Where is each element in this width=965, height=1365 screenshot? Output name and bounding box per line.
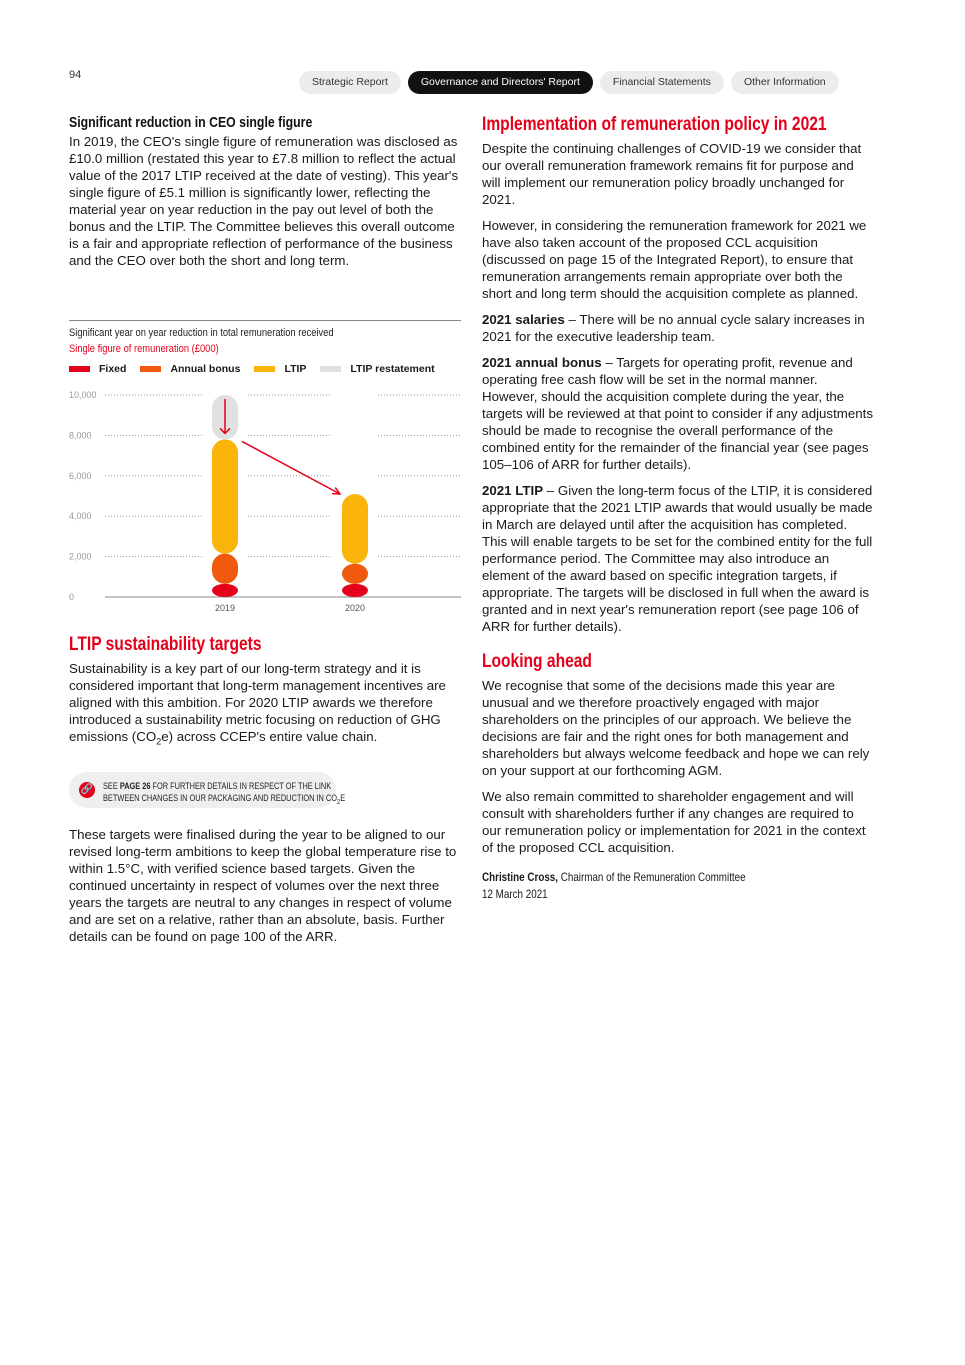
bar-segment-ltip <box>212 439 238 553</box>
remuneration-chart <box>69 320 461 621</box>
ltip-section <box>69 634 461 760</box>
annual-bonus-paragraph <box>482 354 874 473</box>
chart-subtitle: Single figure of remuneration (£000) <box>69 343 219 355</box>
signatory-name: Christine Cross, <box>482 870 559 884</box>
y-tick-label: 8,000 <box>69 430 92 441</box>
left-column <box>69 114 461 278</box>
legend-label-ltip-restatement: LTIP restatement <box>350 363 435 375</box>
bar-segment-annual-bonus <box>342 564 368 584</box>
chart-plot <box>69 387 461 619</box>
legend-ltip <box>254 363 306 375</box>
y-tick-label: 10,000 <box>69 390 97 400</box>
legend-label-ltip: LTIP <box>284 363 307 375</box>
y-tick-label: 4,000 <box>69 511 92 522</box>
ltip-2021-label: 2021 LTIP <box>482 483 544 498</box>
implementation-paragraph-2: However, in considering the remuneration framework for 2021 we have also taken account of the proposed CCL acquisition (discussed on page 15 of the Integrated Report), to ensure that remuneration arrangements remain appropriate over both the short and long term should the acquisition complete as planned. <box>482 218 867 301</box>
implementation-heading: Implementation of remuneration policy in 2021 <box>482 114 827 135</box>
bar-segment-fixed <box>212 584 238 597</box>
ltip-text-sub: 2 <box>156 736 162 747</box>
y-tick-label: 6,000 <box>69 470 92 481</box>
section-nav <box>299 71 839 94</box>
signatory <box>482 870 803 884</box>
ceo-figure-heading: Significant reduction in CEO single figure <box>69 114 313 131</box>
callout-page-link[interactable]: PAGE 26 <box>119 781 151 791</box>
x-tick-label: 2020 <box>344 603 366 613</box>
ltip-2021-paragraph <box>482 482 874 635</box>
salaries-paragraph <box>482 311 874 345</box>
chart-legend <box>69 363 435 375</box>
callout-prefix: SEE <box>103 781 120 791</box>
salaries-label: 2021 salaries <box>482 312 565 327</box>
legend-label-annual-bonus: Annual bonus <box>170 363 241 375</box>
legend-fixed <box>69 363 126 375</box>
y-tick-label: 0 <box>69 592 75 602</box>
signatory-role: Chairman of the Remuneration Committee <box>558 870 746 884</box>
ltip-text-b: e) across CCEP's entire value chain. <box>161 729 378 744</box>
tab-other-information[interactable]: Other Information <box>731 71 839 94</box>
ltip-targets-block <box>69 826 461 954</box>
page-reference-callout[interactable] <box>69 772 346 808</box>
ltip-targets-paragraph: These targets were finalised during the year to be aligned to our revised long-term ambitions to keep the global temperature rise to within 1.5°C, with verified science based targets. Given the continued uncertainty in respect of volumes over the next three years the targets are neutral to any changes in respect of volume and are set on a relative, rather than an absolute, basis. Further details can be found on page 100 of the ARR. <box>69 827 457 944</box>
legend-swatch-fixed <box>69 366 90 372</box>
ceo-figure-paragraph: In 2019, the CEO's single figure of remuneration was disclosed as £10.0 million (restated this year to £7.8 million to reflect the actual value of the 2017 LTIP received at the date of vesting). This year's single figure of £5.1 million is significantly lower, reflecting the material year on year reduction in the pay out level of both the bonus and the LTIP. The Committee believes this overall outcome is a fair and appropriate reflection of performance of the business and the CEO over both the short and long term. <box>69 134 459 268</box>
legend-label-fixed: Fixed <box>99 363 127 375</box>
annual-bonus-label: 2021 annual bonus <box>482 355 602 370</box>
y-tick-label: 2,000 <box>69 551 92 562</box>
looking-ahead-heading: Looking ahead <box>482 651 592 672</box>
tab-financial-statements[interactable]: Financial Statements <box>600 71 724 94</box>
legend-swatch-ltip <box>254 366 275 372</box>
looking-ahead-paragraph-2: We also remain committed to shareholder engagement and will consult with shareholders further if any changes are required to our remuneration policy or implementation for 2021 in the context of the proposed CCL acquisition. <box>482 789 866 855</box>
legend-swatch-ltip-restatement <box>320 366 341 372</box>
page-number: 94 <box>69 69 82 81</box>
legend-ltip-restatement <box>320 363 434 375</box>
bar-segment-fixed <box>342 584 368 597</box>
tab-strategic-report[interactable]: Strategic Report <box>299 71 401 94</box>
ltip-sustainability-heading: LTIP sustainability targets <box>69 634 262 655</box>
ltip-2021-text: – Given the long-term focus of the LTIP, it is considered appropriate that the 2021 LTIP awards that would usually be made in March are delayed until after the acquisition has completed. This will enable targets to be set for the combined entity for the full performance period. The Committee may also introduce an element of the award based on specific integration targets, if appropriate. The targets will be disclosed in full when the award is granted and in next year's remuneration report (see page 106 of ARR for further details). <box>482 483 873 634</box>
x-tick-label: 2019 <box>214 603 236 613</box>
reduction-arrow-line <box>242 441 340 494</box>
annual-bonus-text: – Targets for operating profit, revenue and operating free cash flow will be set in the normal manner. However, should the acquisition complete during the year, the targets will be reviewed at that point to consider if any adjustments should be made to recognise the overall performance of the combined entity for the remainder of the financial year (see pages 105–106 of ARR for further details). <box>482 355 873 472</box>
looking-ahead-paragraph-1: We recognise that some of the decisions made this year are unusual and we therefore proactively engaged with major shareholders on the principles of our approach. We believe the decisions are fair and the right ones for both management and shareholders but always welcome feedback and hope we can rely on your support at our forthcoming AGM. <box>482 678 870 778</box>
tab-governance[interactable]: Governance and Directors' Report <box>408 71 593 94</box>
chart-title: Significant year on year reduction in total remuneration received <box>69 327 334 339</box>
callout-sub: 2 <box>337 798 341 806</box>
signatory-date: 12 March 2021 <box>482 887 548 901</box>
ltip-sustainability-paragraph <box>69 660 461 751</box>
bar-segment-ltip <box>342 494 368 564</box>
legend-swatch-annual-bonus <box>140 366 161 372</box>
callout-line1: FOR FURTHER DETAILS IN RESPECT OF THE LINK <box>150 781 332 791</box>
callout-text <box>103 780 345 809</box>
callout-line2-end: E <box>340 793 346 803</box>
ltip-text-a: Sustainability is a key part of our long-term strategy and it is considered important that long-term management incentives are aligned with this ambition. For 2020 LTIP awards we therefore introduced a sustainability metric focusing on reduction of GHG emissions (CO <box>69 661 446 744</box>
link-icon: 🔗 <box>79 782 95 798</box>
legend-annual-bonus <box>140 363 240 375</box>
bar-segment-annual-bonus <box>212 554 238 584</box>
right-column <box>482 114 874 901</box>
implementation-paragraph-1: Despite the continuing challenges of COVID-19 we consider that our overall remuneration framework remains fit for purpose and will implement our remuneration policy broadly unchanged for 2021. <box>482 141 862 207</box>
callout-line2: BETWEEN CHANGES IN OUR PACKAGING AND REDUCTION IN CO <box>103 793 338 803</box>
salaries-text: – There will be no annual cycle salary increases in 2021 for the executive leadership team. <box>482 312 865 344</box>
